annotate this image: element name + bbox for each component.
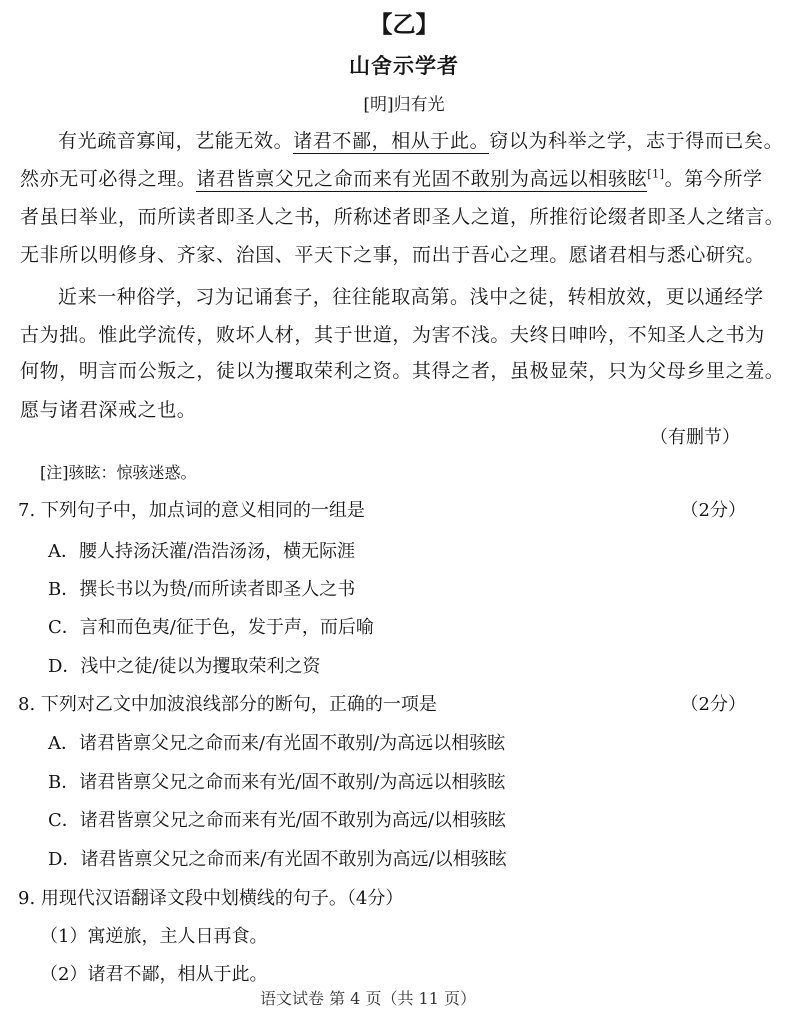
source-note: （有删节） bbox=[650, 427, 740, 448]
page-footer: 语文试卷 第 4 页（共 11 页） bbox=[260, 989, 476, 1008]
annotation-note: [注]骇眩：惊骇迷惑。 bbox=[40, 463, 197, 482]
wavy-line-sentence: 诸君皆禀父兄之命而来有光固不敢别为高远以相骇眩 bbox=[196, 168, 648, 190]
q8-option-d: D．诸君皆禀父兄之命而来/有光固不敢别为高远/以相骇眩 bbox=[48, 849, 507, 870]
q7-option-b: B．撰长书以为贽/而所读者即圣人之书 bbox=[48, 579, 356, 600]
q8-option-b: B．诸君皆禀父兄之命而来有光/固不敢别/为高远以相骇眩 bbox=[48, 772, 506, 793]
q8-option-a: A．诸君皆禀父兄之命而来/有光固不敢别/为高远以相骇眩 bbox=[48, 733, 506, 754]
passage-line-4: 无非所以明修身、齐家、治国、平天下之事，而出于吾心之理。愿诸君相与悉心研究。 bbox=[20, 244, 765, 266]
question-8-points: （2分） bbox=[680, 694, 746, 715]
passage-line-3: 者虽曰举业，而所读者即圣人之书，所称述者即圣人之道，所推衍论缀者即圣人之绪言。 bbox=[20, 206, 785, 228]
q9-item-1: （1）寓逆旅，主人日再食。 bbox=[40, 926, 268, 947]
q7-option-d: D．浅中之徒/徒以为攫取荣利之资 bbox=[48, 656, 321, 677]
q7-option-c: C．言和而色夷/征于色，发于声，而后喻 bbox=[48, 617, 374, 638]
passage-title: 山舍示学者 bbox=[349, 53, 459, 78]
passage-author: [明]归有光 bbox=[363, 95, 445, 115]
passage-line-8: 愿与诸君深戒之也。 bbox=[20, 399, 197, 421]
q9-item-2: （2）诸君不鄙，相从于此。 bbox=[40, 964, 268, 985]
question-9-stem: 9. 用现代汉语翻译文段中划横线的句子。（4分） bbox=[18, 888, 404, 909]
passage-line-2: 然亦无可必得之理。诸君皆禀父兄之命而来有光固不敢别为高远以相骇眩[1]。第今所学 bbox=[20, 167, 763, 190]
underlined-sentence-1: 诸君不鄙，相从于此。 bbox=[293, 130, 490, 152]
question-7-points: （2分） bbox=[680, 500, 746, 521]
question-7-stem: 7. 下列句子中，加点词的意义相同的一组是 bbox=[18, 500, 365, 521]
passage-line-5: 近来一种俗学，习为记诵套子，往往能取高第。浅中之徒，转相放效，更以通经学 bbox=[58, 286, 764, 308]
passage-line-7: 何物，明言而公叛之，徒以为攫取荣利之资。其得之者，虽极显荣，只为父母乡里之羞。 bbox=[20, 360, 785, 382]
passage-line-6: 古为拙。惟此学流传，败坏人材，其于世道，为害不浅。夫终日呻吟，不知圣人之书为 bbox=[20, 324, 765, 346]
question-8-stem: 8. 下列对乙文中加波浪线部分的断句，正确的一项是 bbox=[18, 694, 437, 715]
passage-line-1: 有光疏音寡闻，艺能无效。诸君不鄙，相从于此。窃以为科举之学，志于得而已矣。 bbox=[58, 130, 784, 152]
q7-option-a: A．腰人持汤沃灌/浩浩汤汤，横无际涯 bbox=[48, 541, 356, 562]
section-label: 【乙】 bbox=[369, 11, 439, 38]
q8-option-c: C．诸君皆禀父兄之命而来有光/固不敢别为高远/以相骇眩 bbox=[48, 810, 506, 831]
